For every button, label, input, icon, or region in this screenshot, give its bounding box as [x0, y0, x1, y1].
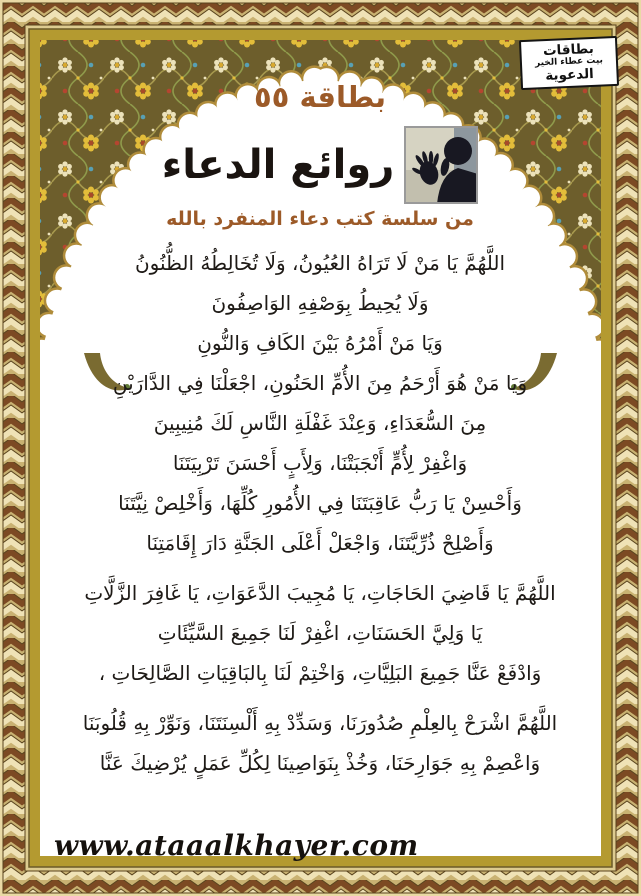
dua-line: وَادْفَعْ عَنَّا جَمِيعَ البَلِيَّاتِ، وَاخْتِمْ لَنَا بِالبَاقِيَاتِ الصَّالِحَاتِ ، — [98, 661, 542, 685]
dua-line: اللَّهُمَّ يَا مَنْ لَا تَرَاهُ العُيُونُ، وَلَا تُخَالِطُهُ الظُّنُونُ — [134, 251, 506, 275]
dua-line: وَأَصْلِحْ ذُرِّيَّتَنَا، وَاجْعَلْ أَعْلَى الجَنَّةِ دَارَ إِقَامَتِنَا — [146, 531, 494, 555]
dua-paragraph-3 — [42, 703, 598, 783]
dua-line: اللَّهُمَّ اشْرَحْ بِالعِلْمِ صُدُورَنَا، وَسَدِّدْ بِهِ أَلْسِنَتَنَا، وَنَوِّرْ بِهِ قُلُوبَنَا — [82, 711, 558, 735]
dua-line: وَاغْفِرْ لِأُمٍّ أَنْجَبَتْنَا، وَلِأَبٍ أَحْسَنَ تَرْبِيَتَنَا — [172, 451, 468, 475]
card-title: روائع الدعاء — [161, 142, 395, 188]
stamp-line-3: الدعوية — [544, 65, 595, 84]
dua-line: وَيَا مَنْ هُوَ أَرْحَمُ مِنَ الأُمِّ الحَنُونِ، اجْعَلْنَا فِي الدَّارَيْنِ — [112, 371, 528, 395]
website-link[interactable]: www.ataaalkhayer.com — [54, 829, 419, 862]
stamp-line-2: بيت عطاء الخير — [534, 55, 604, 69]
card-number: بطاقة ٥٥ — [253, 80, 387, 114]
dua-line: وَأَحْسِنْ يَا رَبُّ عَاقِبَتَنَا فِي الأُمُورِ كُلِّهَا، وَأَخْلِصْ نِيَّتَنَا — [118, 491, 522, 515]
dua-paragraph-2 — [42, 573, 598, 693]
dua-line: وَاعْصِمْ بِهِ جَوَارِحَنَا، وَخُذْ بِنَوَاصِينَا لِكُلِّ عَمَلٍ يُرْضِيكَ عَنَّا — [99, 751, 541, 775]
dua-text — [42, 243, 598, 793]
dua-paragraph-1 — [42, 243, 598, 563]
series-subtitle: من سلسة كتب دعاء المنفرد بالله — [166, 208, 474, 230]
praying-person-image — [404, 126, 478, 204]
dua-line: اللَّهُمَّ يَا قَاضِيَ الحَاجَاتِ، يَا مُجِيبَ الدَّعَوَاتِ، يَا غَافِرَ الزَّلَّاتِ — [84, 581, 556, 605]
dua-line: وَلَا يُحِيطُ بِوَصْفِهِ الوَاصِفُونَ — [211, 291, 429, 315]
title-row — [42, 124, 598, 206]
dua-line: يَا وَلِيَّ الحَسَنَاتِ، اغْفِرْ لَنَا جَمِيعَ السَّيِّئَاتِ — [157, 621, 483, 645]
stamp-line-1: بطاقات — [542, 40, 595, 60]
dua-line: مِنَ السُّعَدَاءِ، وَعِنْدَ غَفْلَةِ النَّاسِ لَكَ مُنِيبِينَ — [153, 411, 487, 435]
dua-line: وَيَا مَنْ أَمْرُهُ بَيْنَ الكَافِ وَالنُّونِ — [197, 331, 443, 355]
